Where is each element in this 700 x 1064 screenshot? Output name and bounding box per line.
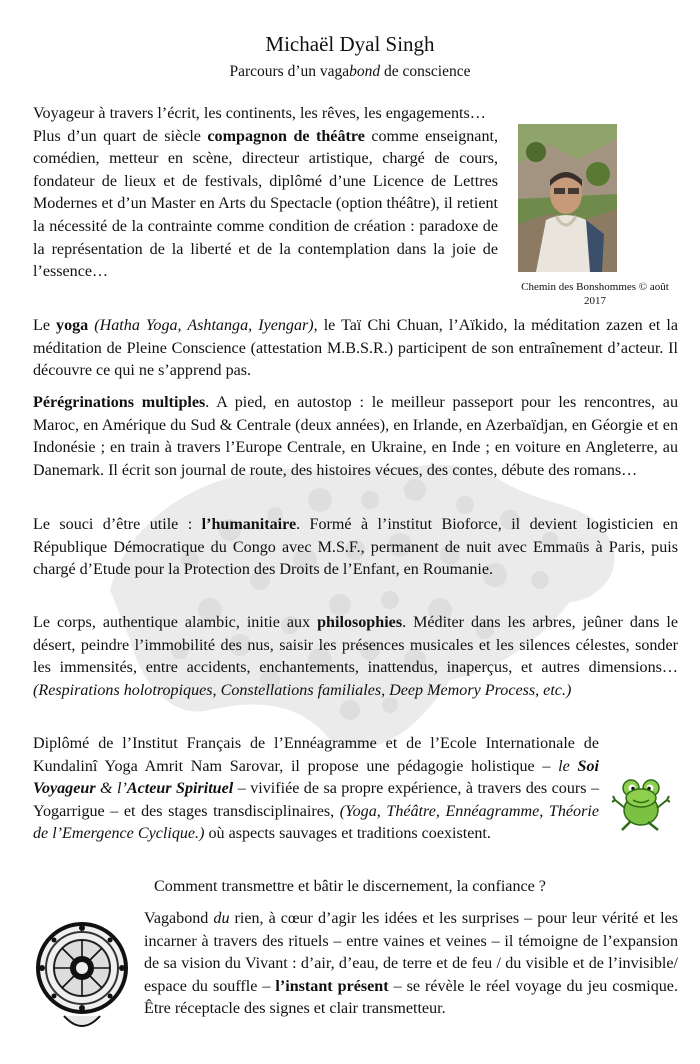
pedagogy-text-2: – vivifiée de sa propre expérience, à travers des cours – Yogarrigue – et des stages transdisciplinaires, (33, 780, 599, 820)
yoga-italic: (Hatha Yoga, Ashtanga, Iyengar) (88, 317, 314, 334)
pedagogy-text: Diplômé de l’Institut Français de l’Ennéagramme et de l’Ecole Internationale de Kundalinî Yoga Amrit Nam Sarovar, il propose une pédagogie holistique – (33, 735, 599, 775)
philosophy-italic: (Respirations holotropiques, Constellations familiales, Deep Memory Process, etc.) (33, 681, 572, 699)
intro-first-line: Voyageur à travers l’écrit, les continents, les rêves, les engagements… (33, 105, 486, 122)
yoga-text: Le (33, 317, 57, 334)
travel-text: . A pied, en autostop : le meilleur passeport pour les rencontres, au Maroc, en Amérique du Sud & Centrale (deux années), en Irlande, en Azerbaïdjan, en Géorgie et en Indonésie ; en train à travers l’Europe Centrale, en Ukraine, en Inde ; en voiture en Angleterre, au Danemark. Il écrit son journal de route, des histoires vécues, des contes, débute des romans… (33, 394, 678, 479)
humanitarian-paragraph (33, 514, 678, 582)
closing-bold: l’instant présent (275, 977, 389, 995)
intro-text: Plus d’un quart de siècle (33, 127, 208, 145)
page-subtitle (0, 61, 700, 83)
pedagogy-italic-3: l’ (117, 780, 127, 798)
philosophy-text: Le corps, authentique alambic, initie aux (33, 614, 318, 631)
pedagogy-text-3: où aspects sauvages et traditions coexistent. (204, 825, 491, 843)
question-line: Comment transmettre et bâtir le discernement, la confiance ? (154, 878, 546, 895)
intro-bold: compagnon de théâtre (207, 127, 365, 145)
closing-paragraph (144, 908, 678, 1021)
yoga-paragraph (33, 315, 678, 383)
frog-icon (612, 772, 670, 832)
subtitle-text: Parcours d’un vaga (229, 63, 350, 80)
portrait-photo (518, 124, 617, 272)
subtitle-text-end: de conscience (380, 63, 471, 80)
yoga-text-rest: , le Taï Chi Chuan, l’Aïkido, la méditation zazen et la méditation de Pleine Conscience (attestation M.B.S.R.) participent de son entraînement d’acteur. Il découvre ce qui ne s’apprend pas. (33, 317, 678, 380)
intro-body (33, 126, 498, 284)
acteur-spirituel-label: Acteur Spirituel (126, 780, 234, 798)
philosophy-text-rest: . Méditer dans les arbres, jeûner dans le désert, peindre l’immobilité des nus, saisir les présences musicales et les silences célestes, sonder les immensités, entre accidents, enchantements, inattendus, inaperçus, et autres dimensions… (33, 614, 678, 677)
humanitarian-text-rest: . Formé à l’institut Bioforce, il devient logisticien en République Démocratique du Congo avec M.S.F., permanent de nuit avec Emmaüs à Paris, puis chargé d’Etude pour la Protection des Droits de l’Enfant, en Roumanie. (33, 516, 678, 579)
header (0, 31, 700, 83)
humanitarian-text: Le souci d’être utile : (33, 516, 202, 533)
pedagogy-paragraph (33, 733, 599, 846)
philosophy-bold: philosophies (317, 614, 403, 631)
subtitle-emphasis: bond (349, 63, 381, 80)
pedagogy-italic-4: (Yoga, Théâtre, Ennéagramme, Théorie de l’Emergence Cyclique.) (33, 802, 599, 843)
yoga-bold: yoga (56, 317, 89, 334)
closing-text-2: rien, à cœur d’agir les idées et les surprises – pour leur vérité et les incarner à travers des rituels – entre vaines et veines – il témoigne de l’expansion de sa vision du Vivant : d’air, d’eau, de terre et de feu / du visible et de l’invisible/ espace du souffle – (144, 910, 678, 995)
philosophy-paragraph (33, 612, 678, 702)
travel-bold: Pérégrinations multiples (33, 394, 206, 411)
closing-text: Vagabond (144, 910, 214, 927)
humanitarian-bold: l’humanitaire (201, 516, 297, 533)
soi-voyageur-label: Soi Voyageur (33, 757, 599, 798)
closing-italic: du (213, 910, 230, 927)
pedagogy-italic-1: le (558, 757, 578, 775)
medallion-icon (34, 912, 130, 1036)
closing-text-3: – se révèle le réel voyage du jeu cosmique. Être réceptacle des signes et clair transmetteur. (144, 977, 678, 1018)
intro-text-rest: comme enseignant, comédien, metteur en scène, directeur artistique, chargé de cours, fondateur de lieux et de festivals, diplômé d’une Licence de Lettres Modernes et d’un Master en Arts du Spectacle (option théâtre), il retient la nécessité de la contrainte comme condition de création : paradoxe de la représentation de la liberté et de la contemplation dans la joie de l’essence… (33, 127, 498, 281)
photo-caption: Chemin des Bonshommes © août 2017 (521, 281, 669, 307)
portrait-figure (516, 124, 674, 308)
pedagogy-italic-2: & (95, 780, 118, 798)
travel-paragraph (33, 392, 678, 482)
page-title: Michaël Dyal Singh (265, 32, 435, 56)
